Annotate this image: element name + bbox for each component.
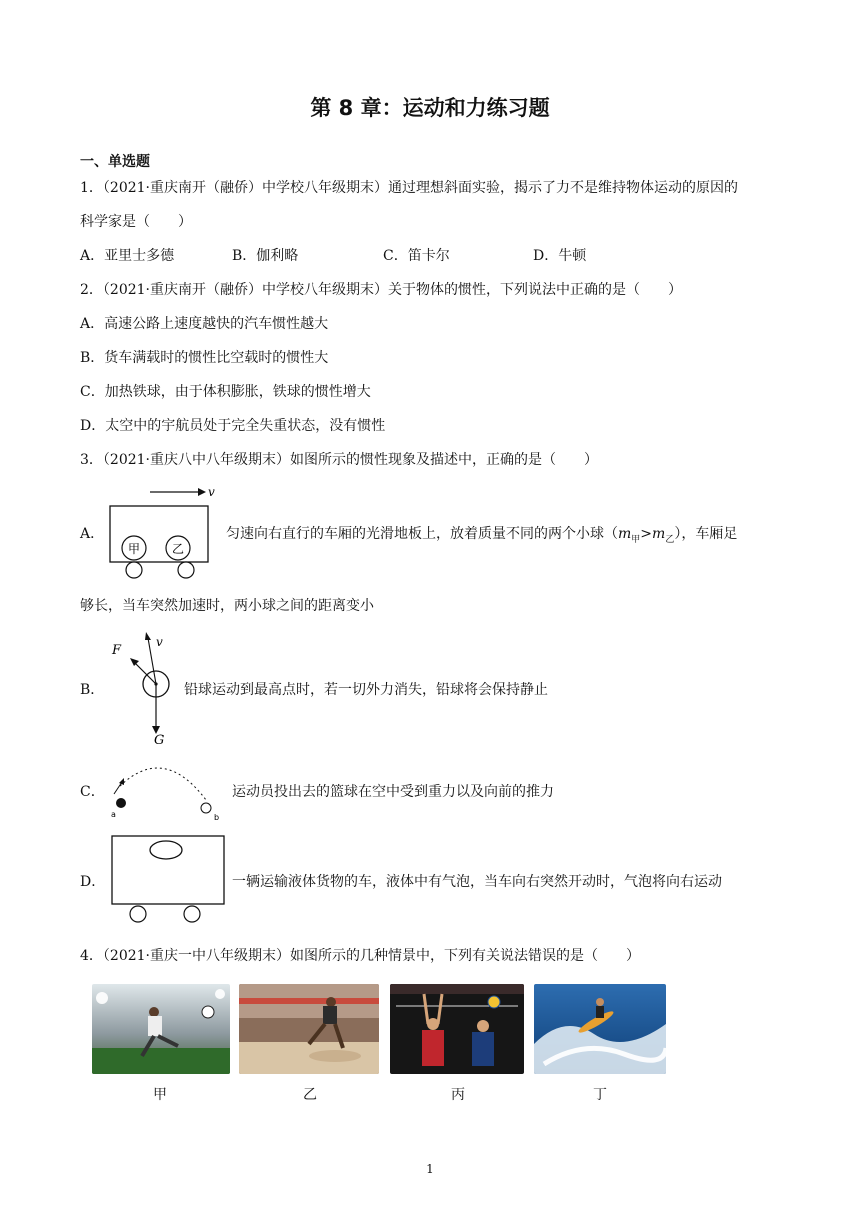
surfing-photo (534, 984, 666, 1074)
q2-option-a: A．高速公路上速度越快的汽车惯性越大 (80, 316, 329, 332)
gravity-g-label: G (154, 733, 165, 746)
q3-option-d-text: 一辆运输液体货物的车，液体中有气泡，当车向右突然开动时，气泡将向右运动 (232, 874, 722, 890)
question-1-stem-cont: 科学家是（ ） (80, 214, 192, 230)
q1-option-c: C．笛卡尔 (383, 248, 450, 264)
q3-option-d-label: D． (80, 874, 106, 890)
shotput-force-diagram (104, 628, 180, 746)
question-3-stem: 3．（2021·重庆八中八年级期末）如图所示的惯性现象及描述中，正确的是（ ） (80, 452, 598, 468)
ball-jia-label: 甲 (128, 542, 141, 556)
volleyball-photo (390, 984, 524, 1074)
point-b-label: b (214, 813, 220, 822)
q3-option-c-text: 运动员投出去的篮球在空中受到重力以及向前的推力 (232, 784, 554, 800)
caption-jia: 甲 (153, 1087, 167, 1103)
page-title: 第 8 章：运动和力练习题 (310, 96, 550, 120)
question-2-stem: 2．（2021·重庆南开（融侨）中学校八年级期末）关于物体的惯性，下列说法中正确的是（ ） (80, 282, 682, 298)
caption-ding: 丁 (593, 1087, 607, 1103)
q2-option-c: C．加热铁球，由于体积膨胀，铁球的惯性增大 (80, 384, 371, 400)
question-1-stem: 1．（2021·重庆南开（融侨）中学校八年级期末）通过理想斜面实验，揭示了力不是维持物体运动的原因的 (80, 180, 738, 196)
force-f-label: F (112, 643, 122, 658)
question-4-stem: 4．（2021·重庆一中八年级期末）如图所示的几种情景中，下列有关说法错误的是（ ） (80, 948, 640, 964)
q1-option-a: A．亚里士多德 (80, 248, 175, 264)
ball-yi-label: 乙 (172, 542, 185, 556)
point-a-label: a (111, 810, 116, 819)
soccer-player-photo (92, 984, 230, 1074)
section-heading: 一、单选题 (80, 154, 150, 170)
q3-option-c-label: C． (80, 784, 105, 800)
q1-option-d: D．牛顿 (533, 248, 587, 264)
liquid-truck-diagram (106, 832, 230, 926)
q3-option-a-label: A． (80, 526, 105, 542)
q2-option-b: B．货车满载时的惯性比空载时的惯性大 (80, 350, 329, 366)
q3-option-a-text-cont: 够长，当车突然加速时，两小球之间的距离变小 (80, 598, 374, 614)
q2-option-d: D．太空中的宇航员处于完全失重状态，没有惯性 (80, 418, 386, 434)
long-jump-photo (239, 984, 379, 1074)
velocity-v-label: v (156, 635, 163, 649)
velocity-label: v (208, 485, 215, 499)
q1-option-b: B．伽利略 (232, 248, 299, 264)
q3-option-b-text: 铅球运动到最高点时，若一切外力消失，铅球将会保持静止 (184, 682, 548, 698)
cart-diagram-a (104, 484, 216, 580)
caption-yi: 乙 (303, 1087, 317, 1103)
q3-option-b-label: B． (80, 682, 105, 698)
q3-option-a-text: 匀速向右直行的车厢的光滑地板上，放着质量不同的两个小球$(m_甲>m_乙)$，车厢足 (226, 526, 738, 545)
basketball-trajectory-diagram (106, 754, 224, 822)
caption-bing: 丙 (451, 1087, 465, 1103)
page-number: 1 (426, 1162, 434, 1176)
